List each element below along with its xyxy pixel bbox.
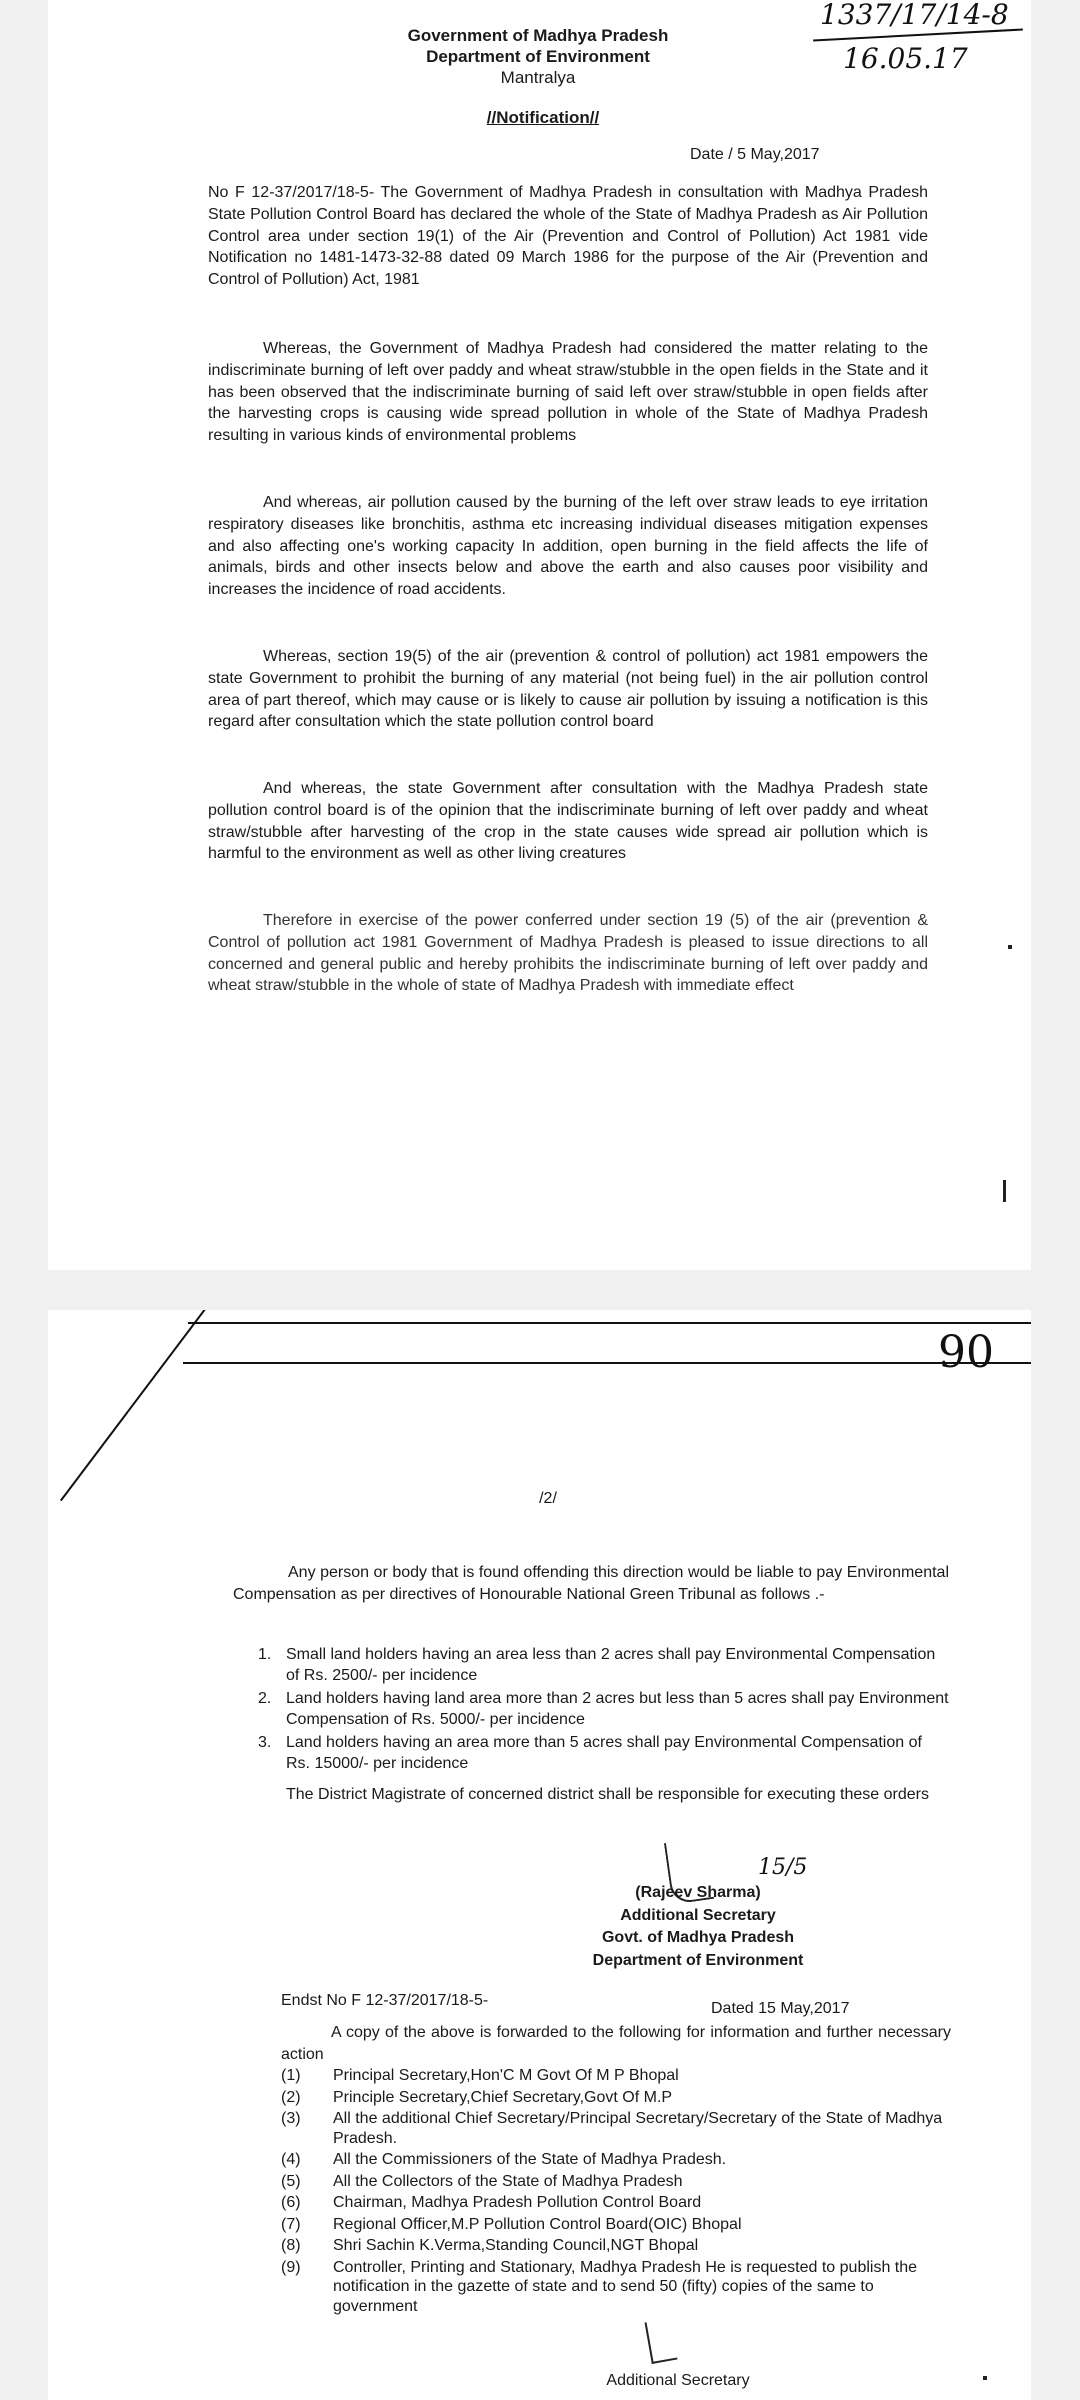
list-item: 1. Small land holders having an area less than 2 acres shall pay Environmental Compensation of Rs. 2500/- per incidence [258, 1646, 936, 1684]
signatory-name: (Rajeev Sharma) [635, 1884, 761, 1901]
paragraph-1: No F 12-37/2017/18-5- The Government of Madhya Pradesh in consultation with Madhya Pradesh State Pollution Control Board has declared the whole of the State of Madhya Pradesh as Air Pollution Control area under section 19(1) of the Air (Prevention and Control of Pollution) Act 1981 vide Notification no 1481-1473-32-88 dated 09 March 1986 for the purpose of the Air (Prevention and Control of Pollution) Act, 1981 [208, 184, 928, 289]
compensation-intro: Any person or body that is found offending this direction would be liable to pay Environmental Compensation as per directives of Honourable National Green Tribunal as follows .- [233, 1564, 949, 1603]
header-government: Government of Madhya Pradesh [407, 26, 669, 45]
scan-border-line [183, 1362, 1031, 1364]
handwritten-reference-number: 1337/17/14-8 [820, 0, 1009, 31]
signature-initials: 15/5 [758, 1855, 808, 1880]
paragraph-4: Whereas, section 19(5) of the air (prevention & control of pollution) act 1981 empowers the state Government to prohibit the burning of any material (not being fuel) in the air pollution control area of part thereof, which may cause or is likely to cause air pollution by issuing a notification is this regard after consultation which the state pollution control board [208, 648, 928, 731]
paragraph-2: Whereas, the Government of Madhya Pradesh had considered the matter relating to the indiscriminate burning of left over paddy and wheat straw/stubble in the open fields in the State and it has been observed that the indiscriminate burning of said left over straw/stubble in open fields after the harvesting crops is causing wide spread pollution in whole of the State of Madhya Pradesh resulting in various kinds of environmental problems [208, 340, 928, 445]
district-magistrate-note: The District Magistrate of concerned district shall be responsible for executing these orders [286, 1786, 929, 1803]
footer-signature-scribble [645, 2318, 678, 2364]
list-item: (1) Principal Secretary,Hon'C M Govt Of M P Bhopal [281, 2067, 679, 2084]
header-mantralya: Mantralya [500, 68, 576, 87]
page-marker: /2/ [539, 1490, 557, 1507]
signature-block [528, 1882, 868, 1972]
document-page-1 [48, 0, 1031, 1270]
document-header [378, 25, 698, 88]
endorsement-date: Dated 15 May,2017 [711, 2000, 850, 2017]
signatory-designation: Additional Secretary [620, 1906, 776, 1924]
scan-speck [983, 2376, 987, 2380]
list-item: (9) Controller, Printing and Stationary, Madhya Pradesh He is requested to publish the notification in the gazette of state and to send 50 (fifty) copies of the same to government [281, 2258, 918, 2315]
list-item: 2. Land holders having land area more than 2 acres but less than 5 acres shall pay Environment Compensation of Rs. 5000/- per incidence [258, 1690, 949, 1728]
header-department: Department of Environment [426, 47, 650, 66]
list-item: (5) All the Collectors of the State of Madhya Pradesh [281, 2172, 683, 2190]
scan-speck [1003, 1180, 1006, 1202]
scan-border-line [188, 1322, 1031, 1324]
endorsement-reference: Endst No F 12-37/2017/18-5- [281, 1992, 489, 2009]
paragraph-6: Therefore in exercise of the power conferred under section 19 (5) of the air (prevention & Control of pollution act 1981 Government of Madhya Pradesh is pleased to issue directions to all concerned and general public and hereby prohibits the indiscriminate burning of left over paddy and wheat straw/stubble in the whole of state of Madhya Pradesh with immediate effect [208, 912, 928, 995]
scan-diagonal-line [60, 1310, 212, 1501]
notification-title: //Notification// [486, 108, 600, 127]
handwritten-page-number: 90 [938, 1327, 994, 1378]
list-item: (7) Regional Officer,M.P Pollution Control Board(OIC) Bhopal [281, 2215, 742, 2233]
list-item: (2) Principle Secretary,Chief Secretary,Govt Of M.P [281, 2088, 673, 2106]
scan-speck [1008, 945, 1012, 949]
signatory-department: Department of Environment [592, 1951, 804, 1969]
list-item: (6) Chairman, Madhya Pradesh Pollution Control Board [281, 2194, 702, 2211]
document-page-2 [48, 1310, 1031, 2400]
handwritten-received-date: 16.05.17 [843, 42, 968, 75]
list-item: 3. Land holders having an area more than 5 acres shall pay Environmental Compensation of Rs. 15000/- per incidence [258, 1734, 922, 1772]
paragraph-5: And whereas, the state Government after consultation with the Madhya Pradesh state pollution control board is of the opinion that the indiscriminate burning of left over paddy and wheat straw/stubble after harvesting of the crop in the state causes wide spread air pollution which is harmful to the environment as well as other living creatures [208, 780, 928, 863]
signatory-government: Govt. of Madhya Pradesh [601, 1929, 795, 1946]
list-item: (3) All the additional Chief Secretary/Principal Secretary/Secretary of the State of Madhya Pradesh. [281, 2110, 943, 2147]
footer-designation: Additional Secretary [606, 2372, 750, 2389]
list-item: (8) Shri Sachin K.Verma,Standing Council,NGT Bhopal [281, 2237, 699, 2254]
list-item: (4) All the Commissioners of the State of Madhya Pradesh. [281, 2151, 727, 2168]
penalty-list [258, 1644, 950, 1776]
endorsement-intro: A copy of the above is forwarded to the following for information and further necessary action [281, 2024, 951, 2063]
notification-date: Date / 5 May,2017 [690, 146, 820, 163]
paragraph-3: And whereas, air pollution caused by the burning of the left over straw leads to eye irritation respiratory diseases like bronchitis, asthma etc increasing individual diseases mitigation expenses and also affecting one's working capacity In addition, open burning in the field affects the life of animals, birds and other insects below and above the earth and also causes poor visibility and increases the incidence of road accidents. [208, 494, 928, 599]
recipient-list [281, 2066, 951, 2318]
